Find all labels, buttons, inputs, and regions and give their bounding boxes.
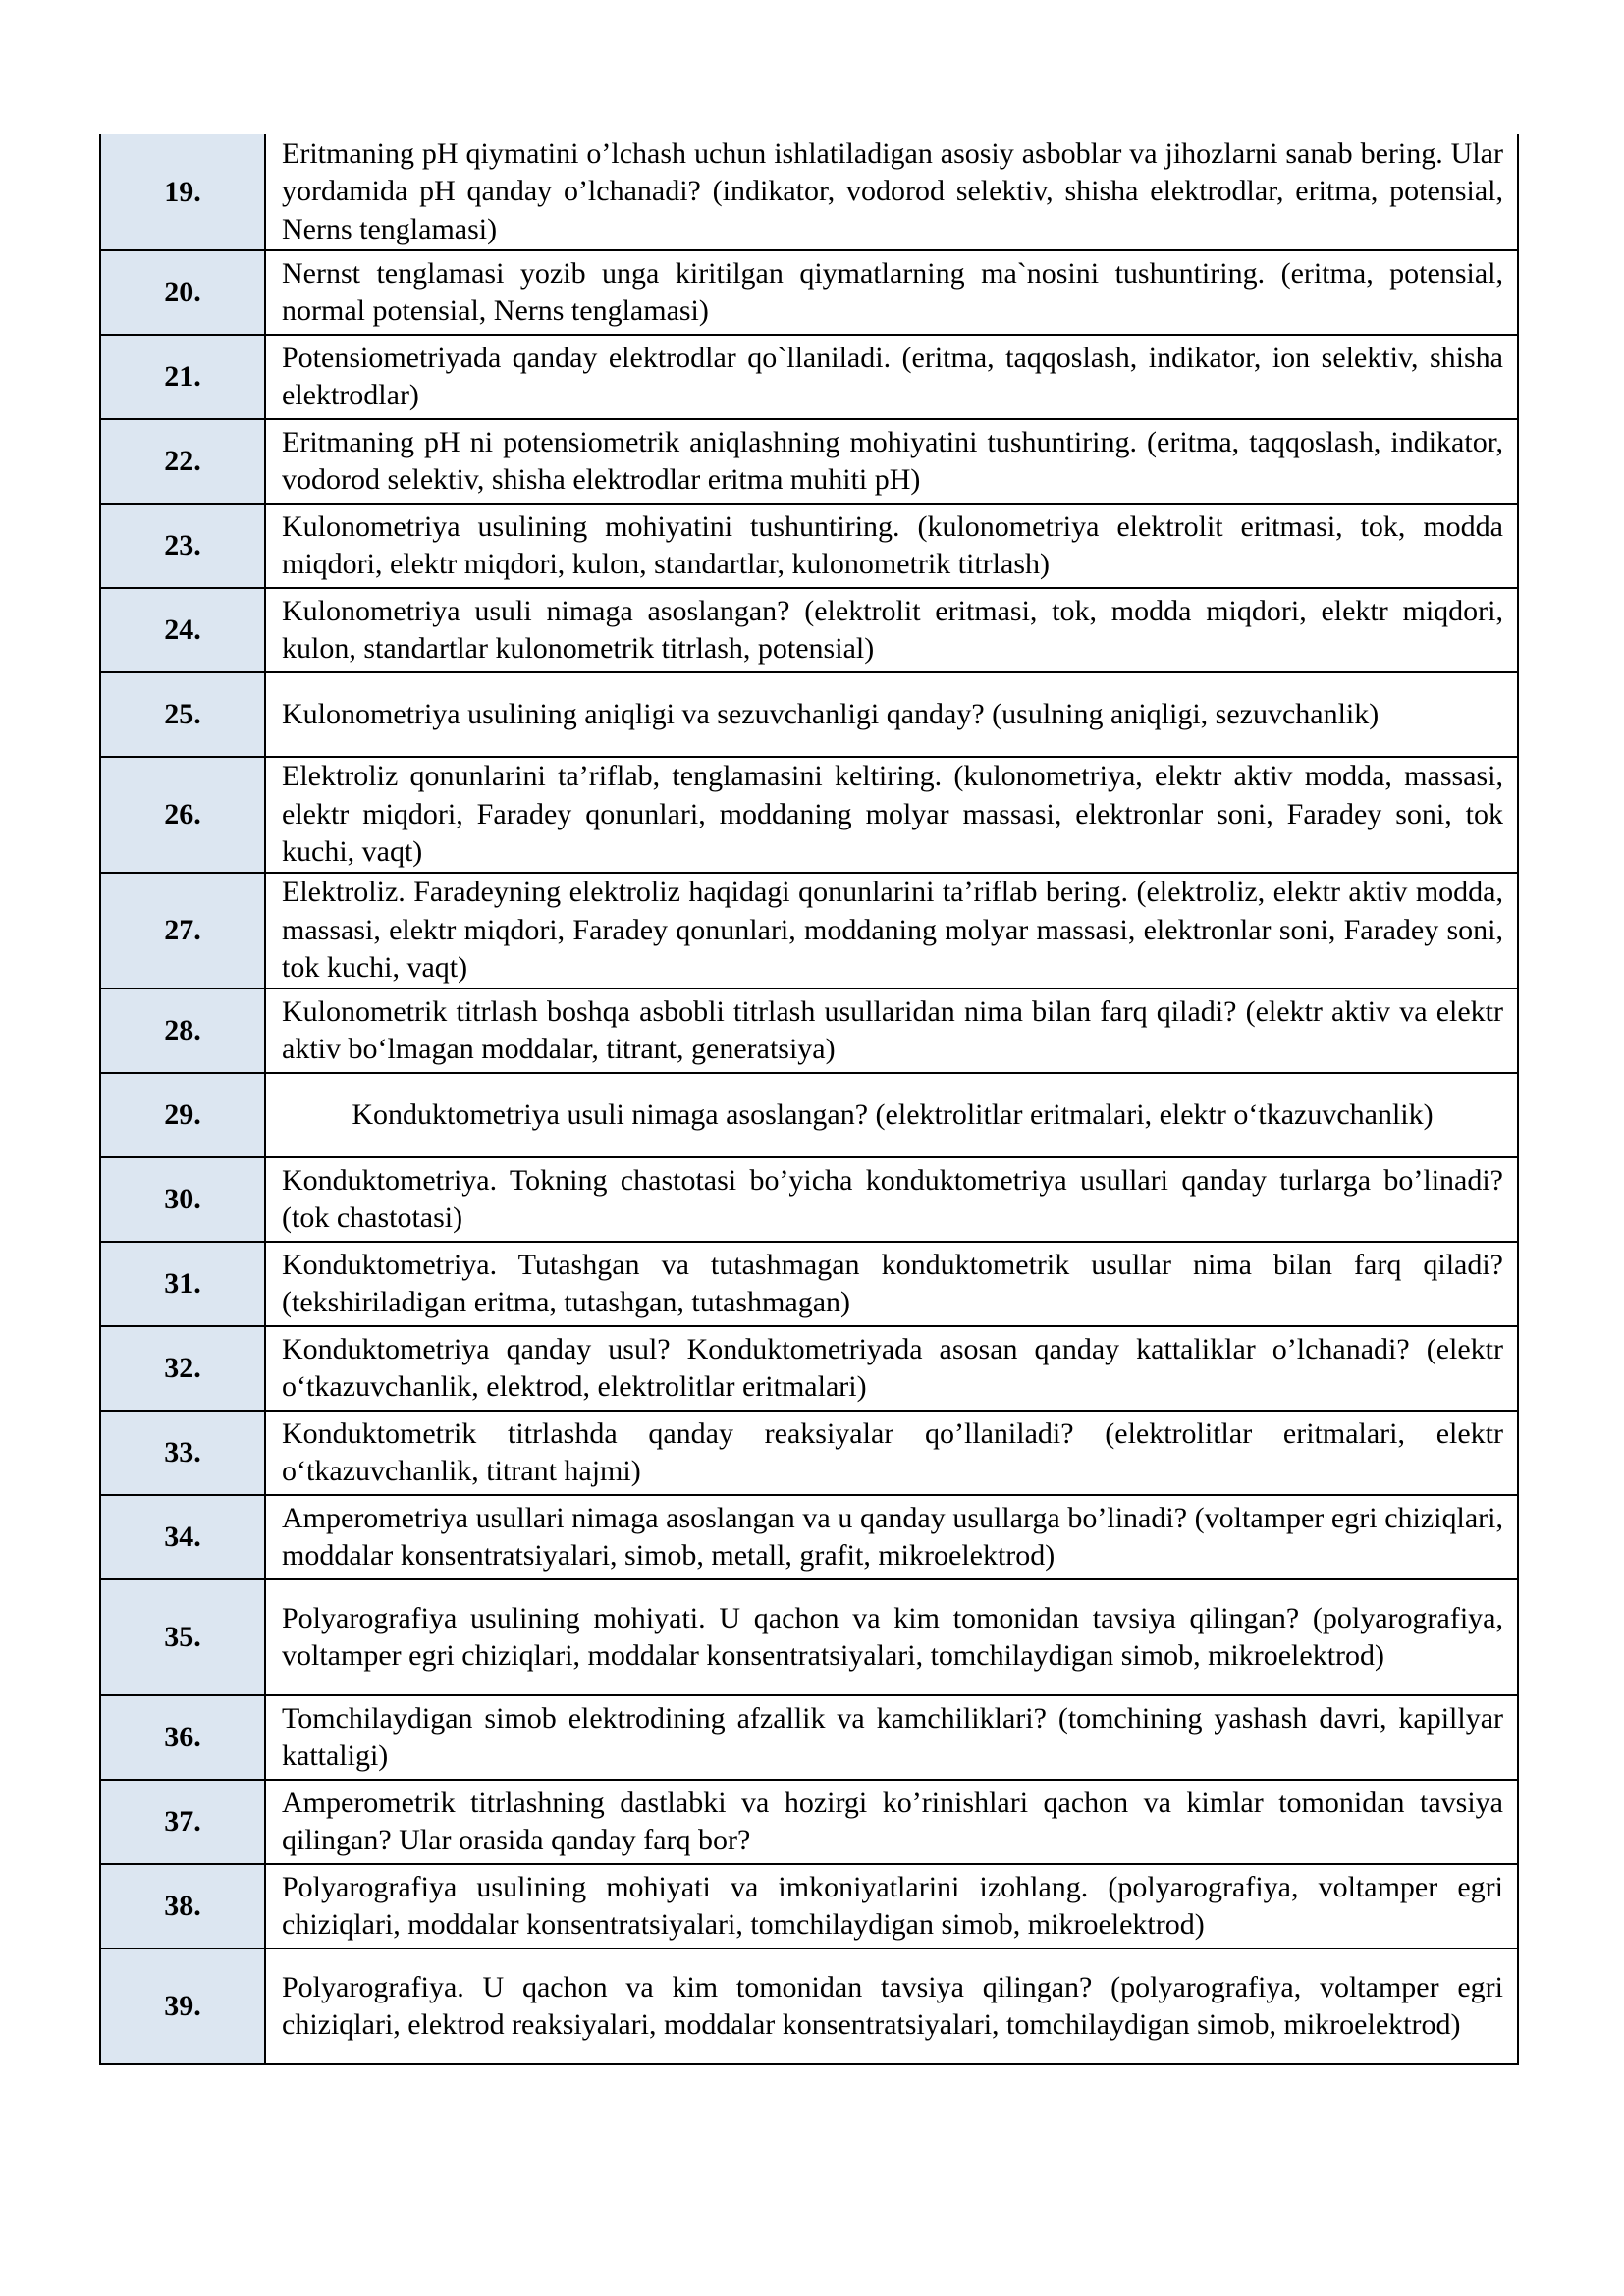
table-row (100, 1949, 1518, 2064)
table-row (100, 1326, 1518, 1411)
question-number: 37. (100, 1780, 265, 1864)
question-text: Konduktometriya. Tutashgan va tutashmagan konduktometrik usullar nima bilan farq qiladi? (tekshiriladigan eritma, tutashgan, tutashmagan) (265, 1242, 1518, 1326)
question-text: Amperometriya usullari nimaga asoslangan va u qanday usullarga bo’linadi? (voltamper egri chiziqlari, moddalar konsentratsiyalari, simob, metall, grafit, mikroelektrod) (265, 1495, 1518, 1579)
question-text: Amperometrik titrlashning dastlabki va hozirgi ko’rinishlari qachon va kimlar tomonidan tavsiya qilingan? Ular orasida qanday farq bor? (265, 1780, 1518, 1864)
table-row (100, 504, 1518, 588)
table-row (100, 1411, 1518, 1495)
questions-table (99, 134, 1519, 2065)
question-text: Potensiometriyada qanday elektrodlar qo`llaniladi. (eritma, taqqoslash, indikator, ion selektiv, shisha elektrodlar) (265, 335, 1518, 419)
table-row (100, 757, 1518, 873)
question-number: 39. (100, 1949, 265, 2064)
table-row (100, 588, 1518, 672)
question-number: 21. (100, 335, 265, 419)
question-text: Konduktometriya usuli nimaga asoslangan? (elektrolitlar eritmalari, elektr oʻtkazuvchanlik) (265, 1073, 1518, 1157)
question-text: Kulonometriya usuli nimaga asoslangan? (elektrolit eritmasi, tok, modda miqdori, elektr miqdori, kulon, standartlar kulonometrik titrlash, potensial) (265, 588, 1518, 672)
question-text: Kulonometrik titrlash boshqa asbobli titrlash usullaridan nima bilan farq qiladi? (elektr aktiv va elektr aktiv boʻlmagan moddalar, titrant, generatsiya) (265, 988, 1518, 1073)
question-number: 25. (100, 672, 265, 757)
table-row (100, 672, 1518, 757)
table-row (100, 335, 1518, 419)
table-row (100, 1495, 1518, 1579)
question-number: 24. (100, 588, 265, 672)
question-text: Konduktometriya qanday usul? Konduktometriyada asosan qanday kattaliklar o’lchanadi? (elektr oʻtkazuvchanlik, elektrod, elektrolitlar eritmalari) (265, 1326, 1518, 1411)
question-number: 23. (100, 504, 265, 588)
question-text: Tomchilaydigan simob elektrodining afzallik va kamchiliklari? (tomchining yashash davri, kapillyar kattaligi) (265, 1695, 1518, 1780)
table-row (100, 1695, 1518, 1780)
table-row (100, 1780, 1518, 1864)
question-number: 34. (100, 1495, 265, 1579)
question-text: Elektroliz qonunlarini ta’riflab, tenglamasini keltiring. (kulonometriya, elektr aktiv modda, massasi, elektr miqdori, Faradey qonunlari, moddaning molyar massasi, elektronlar soni, Faradey soni, tok kuchi, vaqt) (265, 757, 1518, 873)
question-number: 20. (100, 250, 265, 335)
question-text: Kulonometriya usulining mohiyatini tushuntiring. (kulonometriya elektrolit eritmasi, tok, modda miqdori, elektr miqdori, kulon, standartlar, kulonometrik titrlash) (265, 504, 1518, 588)
table-row (100, 134, 1518, 250)
question-number: 29. (100, 1073, 265, 1157)
table-row (100, 988, 1518, 1073)
question-number: 33. (100, 1411, 265, 1495)
question-number: 38. (100, 1864, 265, 1949)
question-number: 26. (100, 757, 265, 873)
question-number: 36. (100, 1695, 265, 1780)
table-row (100, 1864, 1518, 1949)
question-text: Polyarografiya usulining mohiyati. U qachon va kim tomonidan tavsiya qilingan? (polyarografiya, voltamper egri chiziqlari, moddalar konsentratsiyalari, tomchilaydigan simob, mikroelektrod) (265, 1579, 1518, 1695)
question-number: 19. (100, 134, 265, 250)
question-number: 32. (100, 1326, 265, 1411)
table-row (100, 1242, 1518, 1326)
question-number: 30. (100, 1157, 265, 1242)
table-row (100, 419, 1518, 504)
question-number: 35. (100, 1579, 265, 1695)
question-text: Konduktometriya. Tokning chastotasi bo’yicha konduktometriya usullari qanday turlarga bo’linadi? (tok chastotasi) (265, 1157, 1518, 1242)
question-text: Eritmaning pH ni potensiometrik aniqlashning mohiyatini tushuntiring. (eritma, taqqoslash, indikator, vodorod selektiv, shisha elektrodlar eritma muhiti pH) (265, 419, 1518, 504)
question-text: Elektroliz. Faradeyning elektroliz haqidagi qonunlarini ta’riflab bering. (elektroliz, elektr aktiv modda, massasi, elektr miqdori, Faradey qonunlari, moddaning molyar massasi, elektronlar soni, Faradey soni, tok kuchi, vaqt) (265, 873, 1518, 988)
question-number: 28. (100, 988, 265, 1073)
table-row (100, 1579, 1518, 1695)
table-row (100, 1157, 1518, 1242)
question-text: Polyarografiya usulining mohiyati va imkoniyatlarini izohlang. (polyarografiya, voltamper egri chiziqlari, moddalar konsentratsiyalari, tomchilaydigan simob, mikroelektrod) (265, 1864, 1518, 1949)
question-number: 31. (100, 1242, 265, 1326)
question-text: Nernst tenglamasi yozib unga kiritilgan qiymatlarning ma`nosini tushuntiring. (eritma, potensial, normal potensial, Nerns tenglamasi) (265, 250, 1518, 335)
question-number: 27. (100, 873, 265, 988)
question-text: Eritmaning pH qiymatini o’lchash uchun ishlatiladigan asosiy asboblar va jihozlarni sanab bering. Ular yordamida pH qanday o’lchanadi? (indikator, vodorod selektiv, shisha elektrodlar, eritma, potensial, Nerns tenglamasi) (265, 134, 1518, 250)
question-text: Kulonometriya usulining aniqligi va sezuvchanligi qanday? (usulning aniqligi, sezuvchanlik) (265, 672, 1518, 757)
question-text: Polyarografiya. U qachon va kim tomonidan tavsiya qilingan? (polyarografiya, voltamper egri chiziqlari, elektrod reaksiyalari, moddalar konsentratsiyalari, tomchilaydigan simob, mikroelektrod) (265, 1949, 1518, 2064)
table-row (100, 1073, 1518, 1157)
question-text: Konduktometrik titrlashda qanday reaksiyalar qo’llaniladi? (elektrolitlar eritmalari, elektr oʻtkazuvchanlik, titrant hajmi) (265, 1411, 1518, 1495)
table-row (100, 250, 1518, 335)
table-row (100, 873, 1518, 988)
question-number: 22. (100, 419, 265, 504)
